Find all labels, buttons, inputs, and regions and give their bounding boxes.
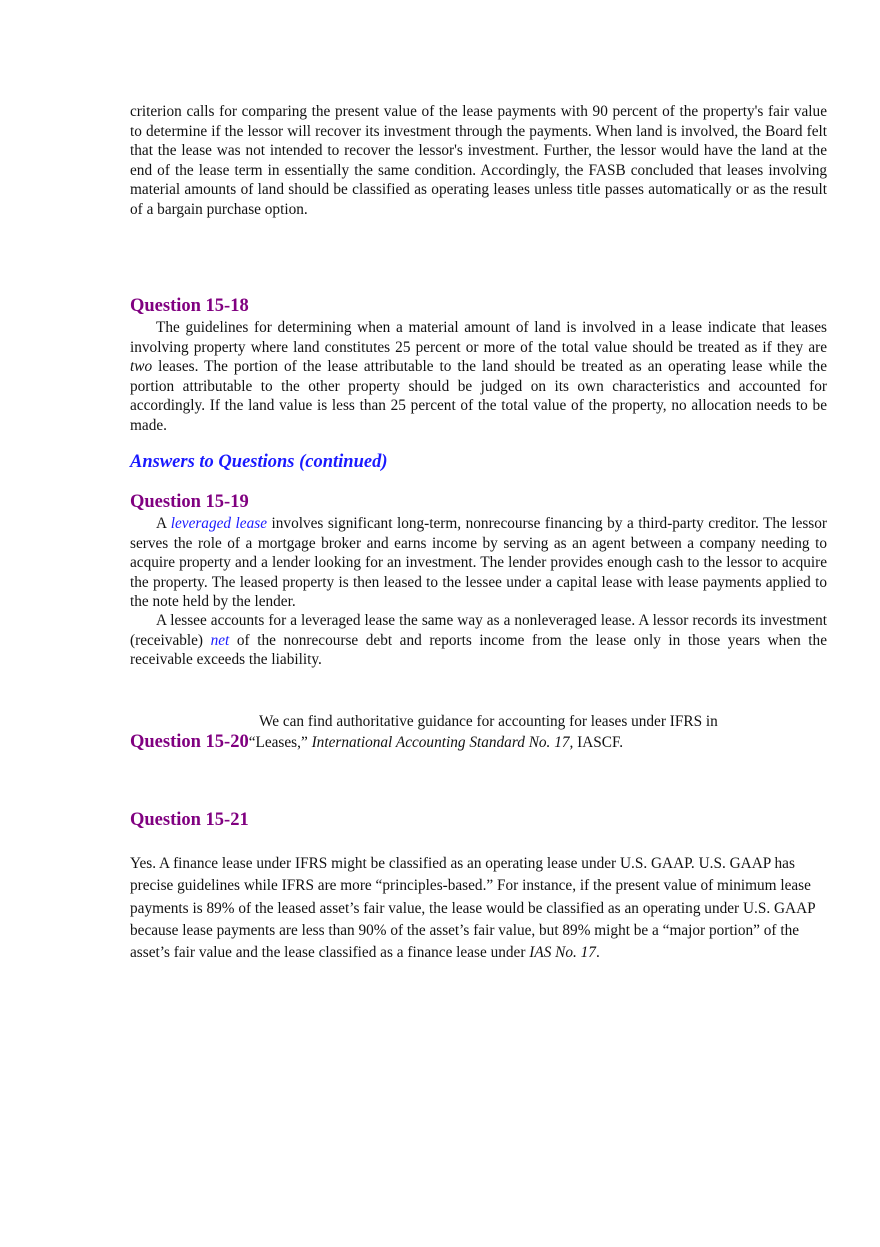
- emphasis-two: two: [130, 358, 153, 376]
- question-15-21-answer: Yes. A finance lease under IFRS might be classified as an operating lease under U.S. GAAP. U.S. GAAP has precise guidelines while IFRS are more “principles-based.” For instance, if the present value of minimum lease payments is 89% of the leased asset’s fair value, the lease would be classified as an operating under U.S. GAAP because lease payments are less than 90% of the asset’s fair value, but 89% might be a “major portion” of the asset’s fair value and the lease classified as a finance lease under IAS No. 17.: [130, 855, 816, 962]
- intro-paragraph: [130, 102, 827, 220]
- answers-continued-heading: Answers to Questions (continued): [130, 452, 388, 472]
- question-15-18-answer: The guidelines for determining when a material amount of land is involved in a lease indicate that leases involving property where land constitutes 25 percent or more of the total value should be treated as if they are two leases. The portion of the lease attributable to the land should be treated as an operating lease while the portion attributable to the other property should be judged on its own characteristics and accounted for accordingly. If the land value is less than 25 percent of the total value of the property, no allocation needs to be made.: [130, 319, 827, 434]
- term-leveraged-lease: leveraged lease: [170, 515, 267, 532]
- question-15-20-line-1: We can find authoritative guidance for accounting for leases under IFRS in: [259, 713, 718, 730]
- question-15-21-heading: Question 15-21: [130, 810, 249, 830]
- question-15-18-heading: Question 15-18: [130, 296, 249, 316]
- question-15-19-paragraph-1: A leveraged lease involves significant long-term, nonrecourse financing by a third-party creditor. The lessor serves the role of a mortgage broker and earns income by serving as an agent between a company needing to acquire property and a lender looking for an investment. The lender provides enough cash to the lessor to acquire the property. The leased property is then leased to the lessee under a capital lease with lease payments applied to the note held by the lender.: [130, 515, 828, 611]
- term-net: net: [210, 631, 230, 649]
- intro-text: criterion calls for comparing the present value of the lease payments with 90 percent of the property's fair value to determine if the lessor will recover its investment through the payments. When land is involved, the Board felt that the lease was not intended to recover the lessor's investment. Further, the lessor would have the land at the end of the lease term in essentially the same condition. Accordingly, the FASB concluded that leases involving material amounts of land should be classified as operating leases unless title passes automatically or as the result of a bargain purchase option.: [130, 103, 827, 218]
- question-15-20-line-2: Question 15-20“Leases,” International Accounting Standard No. 17, IASCF.: [130, 732, 624, 752]
- question-15-20-heading: Question 15-20: [130, 732, 249, 752]
- question-15-19-heading: Question 15-19: [130, 492, 249, 512]
- ias-17-title: International Accounting Standard No. 17,: [311, 734, 574, 751]
- question-15-19-paragraph-2: A lessee accounts for a leveraged lease the same way as a nonleveraged lease. A lessor records its investment (receivable) net of the nonrecourse debt and reports income from the lease only in those years when the receivable exceeds the liability.: [130, 612, 827, 669]
- question-15-20-block: [130, 711, 827, 753]
- ias-no-17: IAS No. 17: [529, 944, 596, 962]
